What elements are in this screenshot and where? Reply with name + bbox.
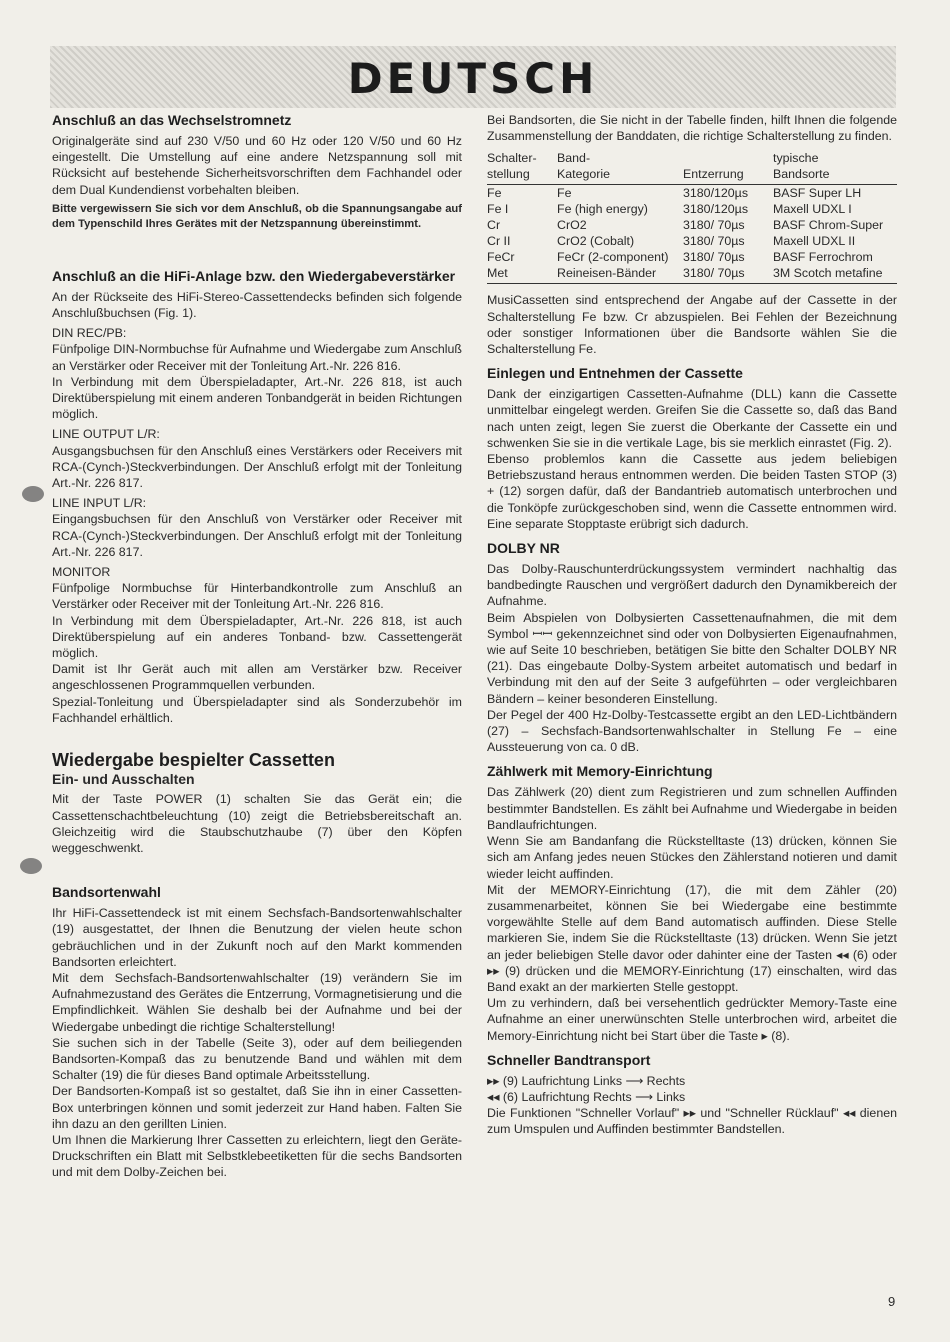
table-cell: BASF Super LH	[773, 186, 862, 201]
connector-label: DIN REC/PB:	[52, 326, 127, 341]
paragraph: Eingangsbuchsen für den Anschluß von Verstärker oder Receiver mit RCA-(Cynch-)Steckverbindungen. Der Anschluß erfolgt mit der Tonleitung Art.-Nr. 226 817.	[52, 512, 462, 559]
table-row	[487, 201, 897, 217]
section-title: Zählwerk mit Memory-Einrichtung	[487, 763, 713, 780]
table-cell: 3180/ 70µs	[683, 218, 745, 233]
table-row	[487, 233, 897, 249]
section-title: DOLBY NR	[487, 540, 560, 557]
table-cell: Fe I	[487, 202, 509, 217]
paragraph: Die Funktionen "Schneller Vorlauf" ▸▸ und "Schneller Rücklauf" ◂◂ dienen zum Umspulen und Auffinden bestimmter Bandstellen.	[487, 1106, 897, 1137]
tape-type-table	[487, 150, 897, 284]
table-cell: CrO2	[557, 218, 587, 233]
paragraph: Der Pegel der 400 Hz-Dolby-Testcassette ergibt an den LED-Lichtbändern (27) – Sechsfach-Bandsortenwahlschalter in Stellung Fe – eine Aussteuerung von ca. 0 dB.	[487, 707, 897, 755]
table-cell: CrO2 (Cobalt)	[557, 234, 635, 249]
left-column	[52, 112, 462, 1181]
table-row	[487, 249, 897, 265]
section-title: Wiedergabe bespielter Cassetten	[52, 750, 335, 771]
paragraph: Wenn Sie am Bandanfang die Rückstelltaste (13) drücken, können Sie sich am Anfang jedes neuen Stückes den Zählerstand notieren und damit wieder leicht auffinden.	[487, 834, 897, 881]
table-header: Entzerrung	[683, 150, 773, 185]
table-cell: 3180/120µs	[683, 202, 749, 217]
page-number: 9	[888, 1294, 896, 1309]
table-cell: 3M Scotch metafine	[773, 265, 897, 284]
section-title: Anschluß an die HiFi-Anlage bzw. den Wiedergabeverstärker	[52, 267, 456, 284]
table-cell: Reineisen-Bänder	[557, 265, 683, 284]
ink-smudge	[20, 858, 42, 874]
section-title: Schneller Bandtransport	[487, 1051, 651, 1068]
paragraph: An der Rückseite des HiFi-Stereo-Cassettendecks befinden sich folgende Anschlußbuchsen (Fig. 1).	[52, 289, 462, 321]
table-row	[487, 185, 897, 202]
paragraph: Sie suchen sich in der Tabelle (Seite 3), oder auf dem beiliegenden Bandsorten-Kompaß das zu benutzende Band und wählen mit dem Schalter (19) die für dieses Band optimale Arbeitsstellung.	[52, 1035, 462, 1083]
table-cell: Fe	[557, 186, 572, 201]
right-column	[487, 112, 897, 1138]
ink-smudge	[22, 486, 44, 502]
table-cell: Cr II	[487, 234, 511, 249]
page-title: DEUTSCH	[347, 54, 599, 103]
table-cell: Fe (high energy)	[557, 202, 648, 217]
paragraph: Originalgeräte sind auf 230 V/50 und 60 Hz oder 120 V/50 und 60 Hz eingestellt. Die Umstellung auf eine andere Netzspannung soll mit Rücksicht auf bestehende Sicherheitsvorschriften dem Fachhandel oder dem Dual Kundendienst vorbehalten bleiben.	[52, 134, 462, 197]
list-item: ◂◂ (6) Laufrichtung Rechts ⟶ Links	[487, 1089, 686, 1104]
section-title: Bandsortenwahl	[52, 884, 161, 901]
section-title: Einlegen und Entnehmen der Cassette	[487, 365, 743, 382]
paragraph: In Verbindung mit dem Überspieladapter, Art.-Nr. 226 818, ist auch Direktüberspielung auf ein anderes Tonband- bzw. Cassettengerät möglich.	[52, 613, 462, 661]
paragraph: Das Zählwerk (20) dient zum Registrieren und zum schnellen Auffinden bestimmter Bandstellen. Es zählt bei Aufnahme und Wiedergabe in beiden Bandlaufrichtungen.	[487, 785, 897, 832]
paragraph: Der Bandsorten-Kompaß ist so gestaltet, daß Sie ihn in einer Cassetten-Box unterbringen können und somit jederzeit zur Hand haben. Falten Sie ihn dazu an den gerillten Linien.	[52, 1084, 462, 1131]
table-cell: FeCr (2-component)	[557, 250, 669, 265]
paragraph: Fünfpolige DIN-Normbuchse für Aufnahme und Wiedergabe zum Anschluß an Verstärker oder Receiver mit der Tonleitung Art.-Nr. 226 816.	[52, 342, 462, 373]
paragraph: Bei Bandsorten, die Sie nicht in der Tabelle finden, hilft Ihnen die folgende Zusammenstellung der Banddaten, die richtige Schalterstellung zu finden.	[487, 113, 897, 144]
paragraph: Um Ihnen die Markierung Ihrer Cassetten zu erleichtern, liegt den Geräte-Druckschriften ein Blatt mit Selbstklebeetiketten für die sechs Bandsorten und mit dem Dolby-Zeichen bei.	[52, 1132, 462, 1180]
header-banner	[50, 46, 896, 108]
paragraph: Spezial-Tonleitung und Überspieladapter sind als Sonderzubehör im Fachhandel erhältlich.	[52, 694, 462, 725]
paragraph: Mit der MEMORY-Einrichtung (17), die mit dem Zähler (20) zusammenarbeitet, können Sie bei Wiedergabe eine bestimmte vorgewählte Stelle auf dem Band automatisch auffinden. Diese Stelle markieren Sie, indem Sie die Rückstelltaste (13) drücken. Wenn Sie jetzt an jeder beliebigen Stelle davor oder dahinter eine der Tasten ◂◂ (6) oder ▸▸ (9) drücken und die MEMORY-Einrichtung (17) einschalten, wird das Band exakt an der markierten Stelle gestoppt.	[487, 882, 897, 994]
paragraph: Dank der einzigartigen Cassetten-Aufnahme (DLL) kann die Cassette unmittelbar eingelegt werden. Greifen Sie die Cassette so, daß das Band nach unten zeigt, legen Sie zuerst die Oberkante der Cassette ein und schwenken Sie sie in die vertikale Lage, bis sie merklich einrastet (Fig. 2).	[487, 387, 897, 450]
table-cell: Cr	[487, 218, 501, 233]
table-cell: 3180/120µs	[683, 186, 749, 201]
connector-label: MONITOR	[52, 565, 111, 580]
table-cell: Fe	[487, 186, 502, 201]
list-item: ▸▸ (9) Laufrichtung Links ⟶ Rechts	[487, 1073, 686, 1088]
table-cell: Maxell UDXL I	[773, 202, 852, 217]
table-row	[487, 217, 897, 233]
table-header: typische Bandsorte	[773, 150, 897, 185]
paragraph: In Verbindung mit dem Überspieladapter, Art.-Nr. 226 818, ist auch Direktüberspielung mit einem anderen Tonbandgerät in beiden Richtungen möglich.	[52, 374, 462, 422]
table-row	[487, 265, 897, 284]
table-header: Schalter- stellung	[487, 150, 557, 185]
paragraph: Ebenso problemlos kann die Cassette aus jedem beliebigen Betriebszustand heraus entnommen werden. Die beiden Tasten STOP (3) + (12) sorgen dafür, daß der Bandantrieb automatisch unterbrochen und die Tonköpfe zurückgeschoben sind, wenn die Cassette entnommen wird. Eine separate Stopptaste erübrigt sich dadurch.	[487, 452, 897, 531]
paragraph: Ihr HiFi-Cassettendeck ist mit einem Sechsfach-Bandsortenwahlschalter (19) ausgestattet, der Ihnen die Benutzung der vielen heute schon gebräuchlichen und in der Zukunft noch auf den Markt kommenden Bandsorten erleichtert.	[52, 906, 462, 969]
table-header: Band- Kategorie	[557, 150, 683, 185]
paragraph: Das Dolby-Rauschunterdrückungssystem vermindert nachhaltig das bandbedingte Rauschen und vergrößert dadurch den Dynamikbereich der Aufnahme.	[487, 562, 897, 609]
table-cell: BASF Chrom-Super	[773, 218, 884, 233]
paragraph: Um zu verhindern, daß bei versehentlich gedrückter Memory-Taste eine Aufnahme an einer unerwünschten Stelle unterbrochen wird, arbeitet die Memory-Einrichtung nicht bei Start über die Taste ▸ (8).	[487, 996, 897, 1043]
section-title: Anschluß an das Wechselstromnetz	[52, 112, 292, 128]
paragraph: Damit ist Ihr Gerät auch mit allen am Verstärker bzw. Receiver angeschlossenen Programmquellen verbunden.	[52, 662, 462, 693]
table-cell: 3180/ 70µs	[683, 234, 745, 249]
subsection-title: Ein- und Ausschalten	[52, 771, 195, 788]
warning-paragraph: Bitte vergewissern Sie sich vor dem Anschluß, ob die Spannungsangabe auf dem Typenschild Ihres Gerätes mit der Netzspannung übereinstimmt.	[52, 202, 462, 230]
table-cell: Maxell UDXL II	[773, 234, 856, 249]
connector-label: LINE INPUT L/R:	[52, 496, 147, 511]
table-cell: FeCr	[487, 250, 515, 265]
table-cell: Met	[487, 265, 557, 284]
paragraph: Ausgangsbuchsen für den Anschluß eines Verstärkers oder Receivers mit RCA-(Cynch-)Steckverbindungen. Der Anschluß erfolgt mit der Tonleitung Art.-Nr. 226 817.	[52, 443, 462, 491]
table-cell: 3180/ 70µs	[683, 250, 745, 265]
connector-label: LINE OUTPUT L/R:	[52, 427, 160, 442]
paragraph: MusiCassetten sind entsprechend der Angabe auf der Cassette in der Schalterstellung Fe bzw. Cr abzuspielen. Bei Fehlen der Bezeichnung oder sonstiger Informationen über die Bandsorte wählen Sie die Schalterstellung Fe.	[487, 293, 897, 357]
paragraph: Fünfpolige Normbuchse für Hinterbandkontrolle zum Anschluß an Verstärker oder Receiver mit der Tonleitung Art.-Nr. 226 816.	[52, 581, 462, 612]
paragraph: Mit dem Sechsfach-Bandsortenwahlschalter (19) verändern Sie im Aufnahmezustand des Gerätes die Entzerrung, Vormagnetisierung und die Empfindlichkeit. Wählen Sie deshalb bei der Aufnahme und bei der Wiedergabe unbedingt die richtige Schalterstellung!	[52, 970, 462, 1034]
paragraph: Mit der Taste POWER (1) schalten Sie das Gerät ein; die Cassettenschachtbeleuchtung (10) zeigt die Betriebsbereitschaft an. Gleichzeitig wird die Staubschutzhaube (7) über den Köpfen weggeschwenkt.	[52, 792, 462, 855]
paragraph: Beim Abspielen von Dolbysierten Cassettenaufnahmen, die mit dem Symbol ꟷꟷ gekennzeichnet sind oder von Dolbysierten Eigenaufnahmen, wie auf Seite 10 beschrieben, betätigen Sie bitte den Schalter DOLBY NR (21). Das eingebaute Dolby-System arbeitet automatisch und bedarf in Verbindung mit den auf der Seite 3 aufgeführten – oder vergleichbaren Bändern – keiner besonderen Einstellung.	[487, 610, 897, 706]
table-cell: BASF Ferrochrom	[773, 250, 873, 265]
table-cell: 3180/ 70µs	[683, 265, 773, 284]
